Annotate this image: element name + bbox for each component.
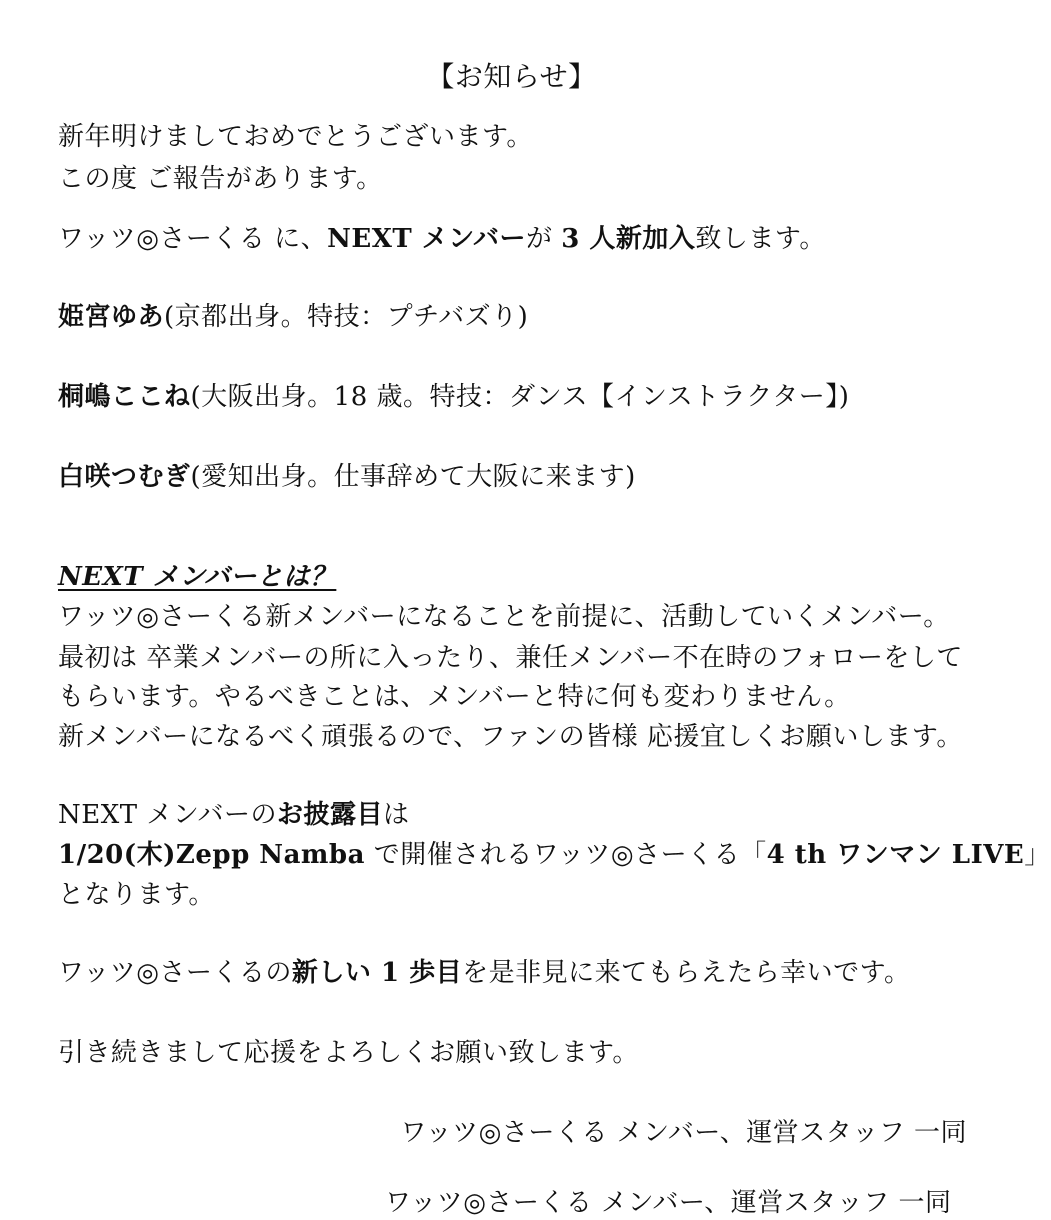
- member-entry-3: [58, 460, 636, 494]
- first-step-text-2: を是非見に来てもらえたら幸いです。: [462, 958, 911, 988]
- document-title: 【お知らせ】: [426, 60, 597, 93]
- debut-line-1: [58, 798, 410, 832]
- announcement-line: [58, 222, 826, 256]
- greeting-line-1: 新年明けましておめでとうございます。: [58, 122, 533, 152]
- member-detail: (大阪出身。18 歳。特技：ダンス【インストラクター】): [190, 382, 850, 412]
- member-name: 桐嶋ここね: [58, 382, 191, 412]
- closing-line: 引き続きまして応援をよろしくお願い致します。: [58, 1038, 639, 1068]
- greeting-line-2: この度 ご報告があります。: [58, 164, 383, 194]
- event-text: で開催されるワッツ◎さーくる「: [364, 840, 767, 870]
- next-body-line-4: 新メンバーになるべく頑張るので、ファンの皆様 応援宜しくお願いします。: [58, 722, 963, 752]
- next-member-heading: NEXT メンバーとは？: [58, 562, 337, 592]
- new-members-count: 3 人新加入: [561, 224, 696, 254]
- next-member-emphasis: NEXT メンバー: [327, 224, 526, 254]
- signature: ワッツ◎さーくる メンバー、運営スタッフ 一同: [400, 1118, 967, 1148]
- cutoff-text-fragment: [385, 1186, 975, 1218]
- event-title: 4 th ワンマン LIVE: [766, 840, 1025, 870]
- announcement-text-1: ワッツ◎さーくる に、: [58, 224, 328, 254]
- debut-line-2: [58, 838, 1051, 872]
- event-date-venue: 1/20(木)Zepp Namba: [58, 840, 365, 870]
- debut-line-3: となります。: [58, 880, 215, 910]
- member-entry-2: [58, 380, 849, 414]
- member-name: 白咲つむぎ: [58, 462, 191, 492]
- first-step-line: [58, 956, 911, 990]
- member-name: 姫宮ゆあ: [58, 302, 165, 332]
- first-step-text-1: ワッツ◎さーくるの: [58, 958, 292, 988]
- first-step-emphasis: 新しい 1 歩目: [291, 958, 463, 988]
- next-body-line-2: 最初は 卒業メンバーの所に入ったり、兼任メンバー不在時のフォローをして: [58, 643, 963, 673]
- announcement-text-2: が: [526, 224, 562, 254]
- debut-emphasis: お披露目: [277, 800, 384, 830]
- debut-text-end: は: [383, 800, 410, 830]
- event-text-end: 」: [1024, 840, 1051, 870]
- next-body-line-1: ワッツ◎さーくる新メンバーになることを前提に、活動していくメンバー。: [58, 602, 950, 632]
- debut-text: NEXT メンバーの: [58, 800, 278, 830]
- cutoff-text: ワッツ◎さーくる メンバー、運営スタッフ 一同: [385, 1188, 952, 1218]
- member-entry-1: [58, 300, 528, 334]
- member-detail: (京都出身。特技：プチバズり): [164, 302, 529, 332]
- next-body-line-3: もらいます。やるべきことは、メンバーと特に何も変わりません。: [58, 682, 851, 712]
- announcement-text-3: 致します。: [695, 224, 826, 254]
- member-detail: (愛知出身。仕事辞めて大阪に来ます): [190, 462, 636, 492]
